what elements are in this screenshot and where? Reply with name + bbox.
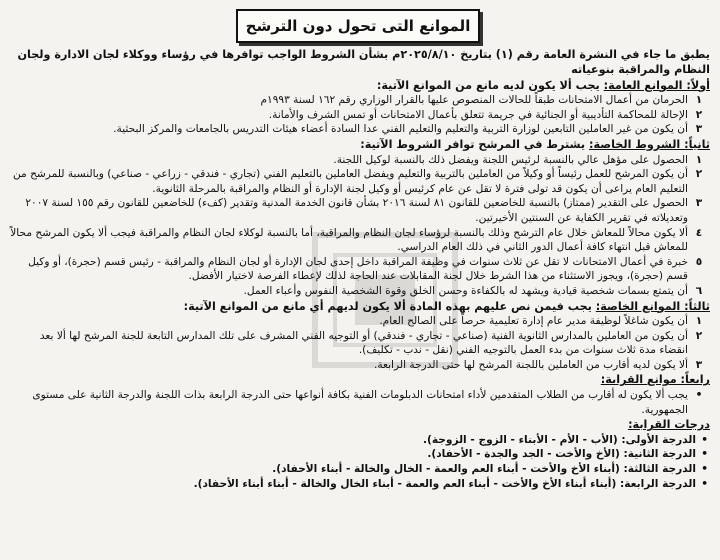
list-item: • الدرجة الثانية: (الأخ والأخت - الجد والجدة - الأحفاد). xyxy=(8,447,710,462)
section-special-conditions-heading xyxy=(8,138,710,153)
list-item: • الدرجة الثالثة: (أبناء الأخ والأخت - أبناء العم والعمة - الخال والخالة - أبناء الأحفاد). xyxy=(8,462,710,477)
intro-paragraph: يطبق ما جاء في النشرة العامة رقم (١) بتاريخ ٢٠٢٥/٨/١٠م بشأن الشروط الواجب توافرها في رؤساء ووكلاء لجان الادارة ولجان النظام والمراقبة بنوعياته xyxy=(17,48,710,76)
section-special-barriers-title: ثالثاً: الموانع الخاصة: xyxy=(595,299,710,313)
section-special-barriers-subtitle: يجب فيمن نص عليهم بهذه المادة ألا يكون لديهم أي مانع من الموانع الآتية: xyxy=(183,299,592,313)
bullet-icon: • xyxy=(695,389,703,402)
section-special-conditions-title: ثانياً: الشروط الخاصة: xyxy=(589,137,710,151)
list-item: ١ أن يكون شاغلاً لوظيفة مدير عام إدارة تعليمية حرصاً على الصالح العام. xyxy=(379,315,703,328)
special-barriers-list xyxy=(8,314,710,372)
section-general-title: أولاً: الموانع العامة: xyxy=(603,78,710,92)
document-body xyxy=(8,48,710,491)
list-item: ٣ أن يكون من غير العاملين التابعين لوزارة التربية والتعليم والتعليم الفني عدا السادة أعضاء هيئات التدريس بالجامعات والمركز البحثية. xyxy=(113,123,703,136)
list-item: ٤ ألا يكون محالاً للمعاش خلال عام الترشح وذلك بالنسبة لرؤساء لجان النظام والمراقبة، أما بالنسبة لوكلاء لجان النظام والمراقبة فيجب ألا يكون المرشح محالاً للمعاش قبل انتهاء كافة أعمال الدور الثاني في ذلك العام الدراسي. xyxy=(10,226,703,254)
section-special-conditions-subtitle: يشترط في المرشح توافر الشروط الآتية: xyxy=(360,137,586,151)
section-special-barriers-heading xyxy=(8,300,710,315)
list-item: ٢ أن يكون المرشح للعمل رئيساً أو وكيلاً من العاملين بالتربية والتعليم ويفضل العاملين بالتعليم الفني (تجاري - فندقي - زراعي - صناعي) وبالنسبة للمرشح من التعليم العام يراعى أن يكون قد تولى فترة لا تقل عن عام كرئيس أو وكيل لجنة الإدارة أو النظام والمراقبة بالمرحلة الثانوية. xyxy=(12,168,703,195)
section-general-heading xyxy=(8,79,710,94)
list-item: ١ الحصول على مؤهل عالي بالنسبة لرئيس اللجنة ويفضل ذلك بالنسبة لوكيل اللجنة. xyxy=(333,153,703,166)
section-general-subtitle: يجب ألا يكون لديه مانع من الموانع الآتية: xyxy=(376,78,600,92)
list-item: ٥ خبرة في أعمال الامتحانات لا تقل عن ثلاث سنوات في وظيفة المراقبة داخل إحدى لجان الإدارة أو لجان النظام والمراقبة - رئيس قسم (حجرة)، أو وكيل قسم (حجرة)، ويجوز الاستثناء من هذا الشرط خلال لجنة المقابلات عند الحاجة لذلك لإعطاء الفرصة لاختيار الأفضل. xyxy=(28,255,703,283)
general-list xyxy=(8,93,710,137)
section-kinship-heading xyxy=(8,373,710,388)
list-item: ٢ أن يكون من العاملين بالمدارس الثانوية الفنية (صناعي - تجاري - فندقي) أو التوجيه الفني المشرف على تلك المدارس التابعة للجنة المرشح لها ألا بعد انقضاء مدة ثلاث سنوات من بدء العمل بالتوجيه الفني (نقل - ندب - تكليف). xyxy=(39,329,703,357)
list-item: • الدرجة الأولى: (الأب - الأم - الأبناء - الزوج - الزوجة). xyxy=(8,433,710,448)
kinship-grades-title: درجات القرابة: xyxy=(628,418,710,432)
special-conditions-list xyxy=(8,153,710,299)
kinship-paragraph: • يجب ألا يكون له أقارب من الطلاب المتقدمين لأداء امتحانات الدبلومات الفنية بكافة أنواعها حتى الدرجة الرابعة بذات اللجنة والدرجة الثانية على مستوى الجمهورية. xyxy=(8,388,710,417)
list-item: ٦ أن يتمتع بسمات شخصية قيادية ويشهد له بالكفاءة وحسن الخلق وقوة الشخصية النفوس وأعباء العمل. xyxy=(243,284,703,297)
kinship-grades-list xyxy=(8,433,710,491)
page-title: الموانع التى تحول دون الترشح xyxy=(236,9,480,43)
list-item: ٣ الحصول على التقدير (ممتاز) بالنسبة للخاضعين للقانون ٨١ لسنة ٢٠١٦ بشأن قانون الخدمة المدنية وتقدير (كفء) للخاضعين للقانون رقم ١٥٥ لسنة ٢٠٠٧ وتعديلاته في تقرير الكفاية عن السنتين الأخيرتين. xyxy=(25,197,703,224)
list-item: ٣ ألا يكون لديه أقارب من العاملين باللجنة المرشح لها حتى الدرجة الرابعة. xyxy=(373,358,703,371)
list-item: ١ الحرمان من أعمال الامتحانات طبقاً للحالات المنصوص عليها بالقرار الوزاري رقم ١٦٢ لسنة ١٩٩٣م xyxy=(260,94,703,107)
section-kinship-title: رابعاً: موانع القرابة: xyxy=(600,373,710,387)
kinship-grades-heading xyxy=(8,418,710,433)
list-item: • الدرجة الرابعة: (أبناء أبناء الأخ والأخت - أبناء العم والعمة - أبناء الخال والخالة - أبناء أبناء الأحفاد). xyxy=(8,477,710,492)
list-item: ٢ الإحالة للمحاكمة التأديبية أو الجنائية في جريمة تتعلق بأعمال الامتحانات أو تمس الشرف والأمانة. xyxy=(268,108,703,121)
